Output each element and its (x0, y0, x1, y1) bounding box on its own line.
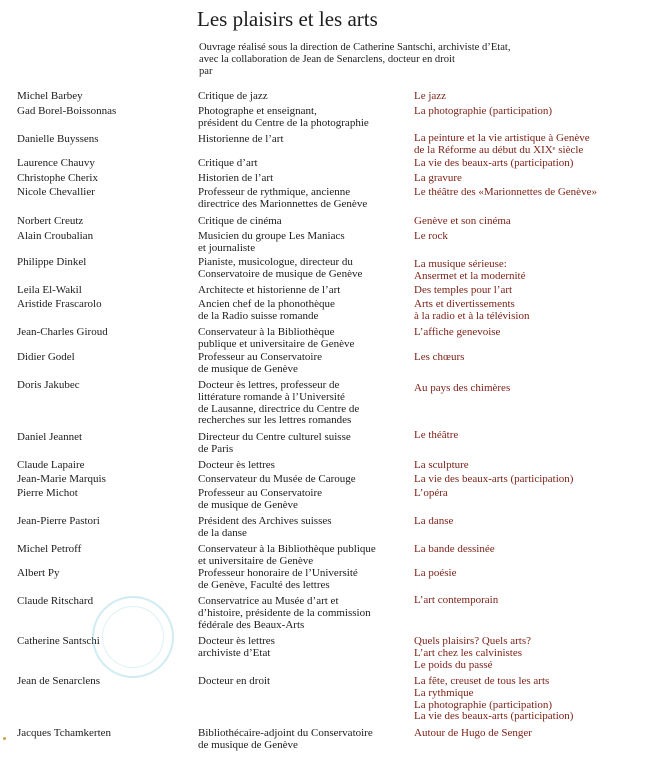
contributor-topic-line: Le jazz (414, 90, 447, 102)
contributor-topic-line: à la radio et à la télévision (414, 309, 530, 322)
contributor-role (198, 231, 345, 255)
contributor-topic-line: La photographie (participation) (414, 698, 553, 711)
contributor-topic (414, 488, 448, 500)
contributor-topic (414, 173, 462, 185)
contributor-topic (414, 106, 552, 118)
contributor-role (198, 636, 275, 660)
contributor-role-line: Docteur ès lettres (198, 635, 275, 647)
contributor-role-line: Conservateur du Musée de Carouge (198, 473, 356, 485)
contributor-role-line: de la Radio suisse romande (198, 309, 319, 322)
contributor-name-line: Catherine Santschi (17, 635, 100, 647)
contributor-topic (414, 544, 495, 556)
contributor-role-line: de musique de Genève (198, 498, 298, 511)
contributor-role-line: Critique d’art (198, 157, 258, 169)
contributor-topic (414, 430, 458, 442)
contributor-topic-line: Le théâtre des «Marionnettes de Genève» (414, 186, 597, 198)
contributor-topic-line: La vie des beaux-arts (participation) (414, 710, 574, 723)
contributor-name-line: Philippe Dinkel (17, 256, 87, 268)
contributor-role-line: Président des Archives suisses (198, 515, 332, 527)
contributor-name (17, 285, 82, 297)
contributor-topic (414, 516, 453, 528)
contributor-role (198, 91, 268, 103)
contributor-topic-line: L’affiche genevoise (414, 326, 501, 338)
contributor-topic-line: La vie des beaux-arts (participation) (414, 473, 574, 485)
contributor-name-line: Leila El-Wakil (17, 284, 82, 296)
contributor-name (17, 516, 100, 528)
ink-dot (3, 737, 6, 740)
contributor-name-line: Jean-Marie Marquis (17, 473, 106, 485)
contributor-role (198, 216, 282, 228)
contributor-role-line: publique et universitaire de Genève (198, 337, 355, 350)
contributor-role-line: de Paris (198, 442, 234, 455)
contributor-topic-line: Le rock (414, 230, 448, 242)
contributor-name (17, 327, 108, 339)
contributor-topic (414, 636, 531, 671)
library-stamp (92, 596, 174, 678)
contributor-role-line: Professeur au Conservatoire (198, 487, 323, 499)
contributor-role-line: d’histoire, présidente de la commission (198, 606, 371, 619)
contributor-name (17, 173, 98, 185)
contributor-topic (414, 158, 573, 170)
contributor-role-line: Conservateur à la Bibliothèque (198, 326, 335, 338)
contributor-topic-line: Arts et divertissements (414, 298, 515, 310)
contributor-topic-line: Des temples pour l’art (414, 284, 513, 296)
contributor-name-line: Danielle Buyssens (17, 133, 99, 145)
contributor-role-line: Musicien du groupe Les Maniacs (198, 230, 345, 242)
contributor-name-line: Claude Ritschard (17, 595, 94, 607)
contributor-topic (414, 474, 573, 486)
contributor-topic (414, 91, 446, 103)
contributor-topic-line: Ansermet et la modernité (414, 269, 526, 282)
contributor-role-line: Professeur honoraire de l’Université (198, 567, 358, 579)
contributor-role (198, 544, 376, 568)
contributor-role-line: et journaliste (198, 241, 256, 254)
intro-line: avec la collaboration de Jean de Senarclens, docteur en droit (199, 54, 455, 65)
contributor-topic-line: L’opéra (414, 487, 448, 499)
contributor-topic (414, 460, 469, 472)
contributor-role (198, 460, 275, 472)
contributor-role-line: Historienne de l’art (198, 133, 284, 145)
contributor-topic-line: Le théâtre (414, 429, 459, 441)
contributor-topic-line: L’art contemporain (414, 594, 499, 606)
contributor-role (198, 257, 362, 281)
contributor-role-line: Photographe et enseignant, (198, 105, 317, 117)
contributor-role-line: Professeur de rythmique, ancienne (198, 186, 351, 198)
contributor-topic (414, 231, 448, 243)
contributor-name-line: Jean-Pierre Pastori (17, 515, 100, 527)
contributor-name-line: Claude Lapaire (17, 459, 85, 471)
contributor-topic (414, 595, 498, 607)
contributor-name (17, 158, 95, 170)
contributor-topic (414, 259, 526, 283)
intro-block (199, 42, 511, 78)
contributor-name-line: Jean de Senarclens (17, 675, 101, 687)
contributor-topic-line: Les chœurs (414, 351, 465, 363)
contributor-role (198, 173, 273, 185)
contributor-name (17, 596, 93, 608)
contributor-name (17, 91, 83, 103)
contributor-name-line: Michel Barbey (17, 90, 83, 102)
contributor-role (198, 352, 322, 376)
contributor-role-line: Critique de cinéma (198, 215, 282, 227)
contributor-role (198, 676, 270, 688)
contributor-name (17, 432, 82, 444)
contributor-topic (414, 728, 532, 740)
contributor-role-line: de la danse (198, 526, 247, 539)
contributor-role (198, 380, 359, 427)
contributor-role (198, 187, 367, 211)
contributor-topic-line: La sculpture (414, 459, 469, 471)
contributor-name (17, 380, 80, 392)
contributor-role (198, 106, 369, 130)
contributor-role (198, 568, 358, 592)
contributor-role-line: Bibliothécaire-adjoint du Conservatoire (198, 727, 373, 739)
contributor-topic (414, 299, 529, 323)
contributor-name-line: Pierre Michot (17, 487, 78, 499)
contributor-name-line: Albert Py (17, 567, 60, 579)
contributor-topic (414, 352, 464, 364)
contributor-name-line: Daniel Jeannet (17, 431, 83, 443)
contributor-topic-line: Autour de Hugo de Senger (414, 727, 532, 739)
contributor-name-line: Nicole Chevallier (17, 186, 95, 198)
contributor-name-line: Doris Jakubec (17, 379, 80, 391)
contributor-name (17, 187, 95, 199)
contributor-name (17, 257, 86, 269)
contributor-role-line: Critique de jazz (198, 90, 268, 102)
contributor-role-line: recherches sur les lettres romandes (198, 414, 352, 427)
contributor-topic (414, 216, 511, 228)
contributor-topic-line: La danse (414, 515, 454, 527)
contributor-topic-line: La vie des beaux-arts (participation) (414, 157, 574, 169)
contributor-role-line: Docteur ès lettres (198, 459, 275, 471)
contributor-topic (414, 676, 573, 723)
contributor-role-line: Architecte et historienne de l’art (198, 284, 341, 296)
contributor-role (198, 474, 356, 486)
contributor-role-line: fédérale des Beaux-Arts (198, 618, 305, 631)
contributor-name-line: Gad Borel-Boissonnas (17, 105, 117, 117)
intro-line: par (199, 66, 213, 77)
contributor-role (198, 516, 332, 540)
contributor-name (17, 568, 59, 580)
contributor-name (17, 728, 111, 740)
contributor-topic-line: La poésie (414, 567, 457, 579)
contributor-topic-line: La musique sérieuse: (414, 258, 507, 270)
contributor-topic (414, 187, 597, 199)
contributor-topic-line: La gravure (414, 172, 462, 184)
intro-line: Ouvrage réalisé sous la direction de Catherine Santschi, archiviste d’Etat, (199, 42, 511, 53)
contributor-role (198, 488, 322, 512)
contributor-topic (414, 327, 500, 339)
contributor-topic-line: Le poids du passé (414, 658, 493, 671)
contributor-topic-line: La rythmique (414, 686, 474, 699)
contributor-role-line: de musique de Genève (198, 738, 298, 751)
contributor-role-line: Conservatrice au Musée d’art et (198, 595, 339, 607)
contributor-name-line: Laurence Chauvy (17, 157, 95, 169)
contributor-topic-line: Au pays des chimères (414, 382, 511, 394)
contributor-role-line: Ancien chef de la phonothèque (198, 298, 335, 310)
contributor-role (198, 285, 340, 297)
page-title: Les plaisirs et les arts (197, 7, 378, 31)
contributor-topic (414, 383, 510, 395)
contributor-topic-line: La photographie (participation) (414, 105, 553, 117)
contributor-topic-line: de la Réforme au début du XIXᵉ siècle (414, 143, 584, 156)
contributor-topic-line: La peinture et la vie artistique à Genève (414, 132, 590, 144)
contributor-role-line: littérature romande à l’Université (198, 390, 345, 403)
contributor-name-line: Michel Petroff (17, 543, 82, 555)
contributor-role (198, 432, 351, 456)
contributor-name-line: Aristide Frascarolo (17, 298, 102, 310)
contributor-role-line: de musique de Genève (198, 362, 298, 375)
contributor-name (17, 488, 78, 500)
contributor-role-line: directrice des Marionnettes de Genève (198, 197, 368, 210)
contributor-name (17, 134, 99, 146)
contributor-role-line: Professeur au Conservatoire (198, 351, 323, 363)
contributor-topic-line: La bande dessinée (414, 543, 495, 555)
contributor-role-line: président du Centre de la photographie (198, 116, 369, 129)
contributor-name (17, 460, 85, 472)
contributor-topic (414, 568, 456, 580)
contributor-topic-line: L’art chez les calvinistes (414, 646, 523, 659)
contributor-role-line: Historien de l’art (198, 172, 274, 184)
contributor-name-line: Jacques Tchamkerten (17, 727, 112, 739)
contributor-role-line: Pianiste, musicologue, directeur du (198, 256, 353, 268)
contributor-role-line: de Lausanne, directrice du Centre de (198, 402, 360, 415)
contributor-role-line: Docteur en droit (198, 675, 271, 687)
contributor-role-line: Conservatoire de musique de Genève (198, 267, 363, 280)
contributor-role-line: de Genève, Faculté des lettres (198, 578, 330, 591)
contributor-role (198, 327, 354, 351)
contributor-name (17, 676, 100, 688)
contributor-role-line: archiviste d’Etat (198, 646, 271, 659)
contributor-name (17, 231, 93, 243)
contributor-role-line: Docteur ès lettres, professeur de (198, 379, 340, 391)
contributor-name-line: Norbert Creutz (17, 215, 84, 227)
contributor-role-line: Directeur du Centre culturel suisse (198, 431, 351, 443)
contributor-name-line: Alain Croubalian (17, 230, 94, 242)
contributor-name (17, 106, 116, 118)
contributor-role (198, 728, 373, 752)
contributor-topic (414, 133, 590, 157)
contributor-role-line: Conservateur à la Bibliothèque publique (198, 543, 376, 555)
contributor-role (198, 299, 335, 323)
contributor-name-line: Didier Godel (17, 351, 75, 363)
contributor-topic-line: Quels plaisirs? Quels arts? (414, 635, 531, 647)
contributor-name (17, 352, 75, 364)
contributor-role (198, 158, 258, 170)
contributor-topic-line: Genève et son cinéma (414, 215, 511, 227)
contributor-role (198, 134, 284, 146)
contributor-topic (414, 285, 512, 297)
contributor-name-line: Jean-Charles Giroud (17, 326, 108, 338)
contributor-role-line: et universitaire de Genève (198, 554, 314, 567)
contributor-name (17, 474, 106, 486)
contributor-name (17, 216, 83, 228)
contributor-name (17, 544, 81, 556)
contributor-topic-line: La fête, creuset de tous les arts (414, 675, 550, 687)
contributor-name (17, 299, 102, 311)
contributor-name (17, 636, 100, 648)
contributor-name-line: Christophe Cherix (17, 172, 98, 184)
contributor-role (198, 596, 371, 631)
